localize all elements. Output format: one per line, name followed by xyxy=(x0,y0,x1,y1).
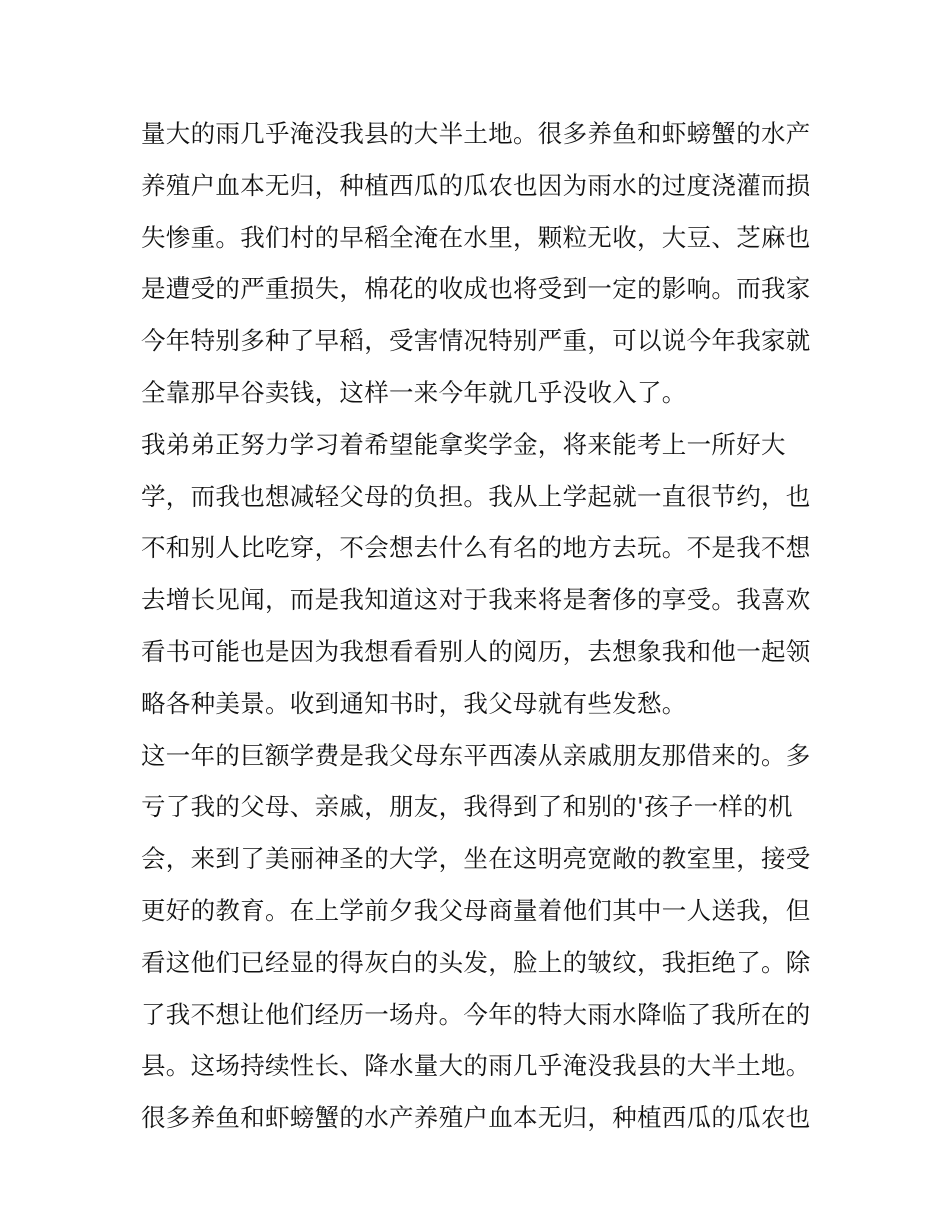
text-line: 很多养鱼和虾螃蟹的水产养殖户血本无归，种植西瓜的瓜农也 xyxy=(141,1103,811,1133)
text-line: 是遭受的严重损失，棉花的收成也将受到一定的影响。而我家 xyxy=(141,274,811,304)
text-line: 县。这场持续性长、降水量大的雨几乎淹没我县的大半土地。 xyxy=(141,1051,811,1081)
text-line: 了我不想让他们经历一场舟。今年的特大雨水降临了我所在的 xyxy=(141,999,811,1029)
text-line: 今年特别多种了早稻，受害情况特别严重，可以说今年我家就 xyxy=(141,326,811,356)
text-line: 去增长见闻，而是我知道这对于我来将是奢侈的享受。我喜欢 xyxy=(141,585,811,615)
body-text xyxy=(141,108,821,1144)
text-line: 失惨重。我们村的早稻全淹在水里，颗粒无收，大豆、芝麻也 xyxy=(141,222,811,252)
text-line: 我弟弟正努力学习着希望能拿奖学金，将来能考上一所好大 xyxy=(141,429,786,459)
text-line: 全靠那早谷卖钱，这样一来今年就几乎没收入了。 xyxy=(141,377,687,407)
text-line: 略各种美景。收到通知书时，我父母就有些发愁。 xyxy=(141,688,687,718)
text-line: 量大的雨几乎淹没我县的大半土地。很多养鱼和虾螃蟹的水产 xyxy=(141,119,811,148)
text-line: 会，来到了美丽神圣的大学，坐在这明亮宽敞的教室里，接受 xyxy=(141,844,811,874)
text-line: 养殖户血本无归，种植西瓜的瓜农也因为雨水的过度浇灌而损 xyxy=(141,170,811,200)
text-line: 这一年的巨额学费是我父母东平西凑从亲戚朋友那借来的。多 xyxy=(141,740,811,770)
text-line: 更好的教育。在上学前夕我父母商量着他们其中一人送我，但 xyxy=(141,895,811,925)
text-line: 看书可能也是因为我想看看别人的阅历，去想象我和他一起领 xyxy=(141,636,811,666)
text-line: 看这他们已经显的得灰白的头发，脸上的皱纹，我拒绝了。除 xyxy=(141,947,811,977)
text-line: 亏了我的父母、亲戚，朋友，我得到了和别的'孩子一样的机 xyxy=(141,792,793,822)
text-line: 不和别人比吃穿，不会想去什么有名的地方去玩。不是我不想 xyxy=(141,533,811,563)
text-line: 学，而我也想减轻父母的负担。我从上学起就一直很节约，也 xyxy=(141,481,811,511)
